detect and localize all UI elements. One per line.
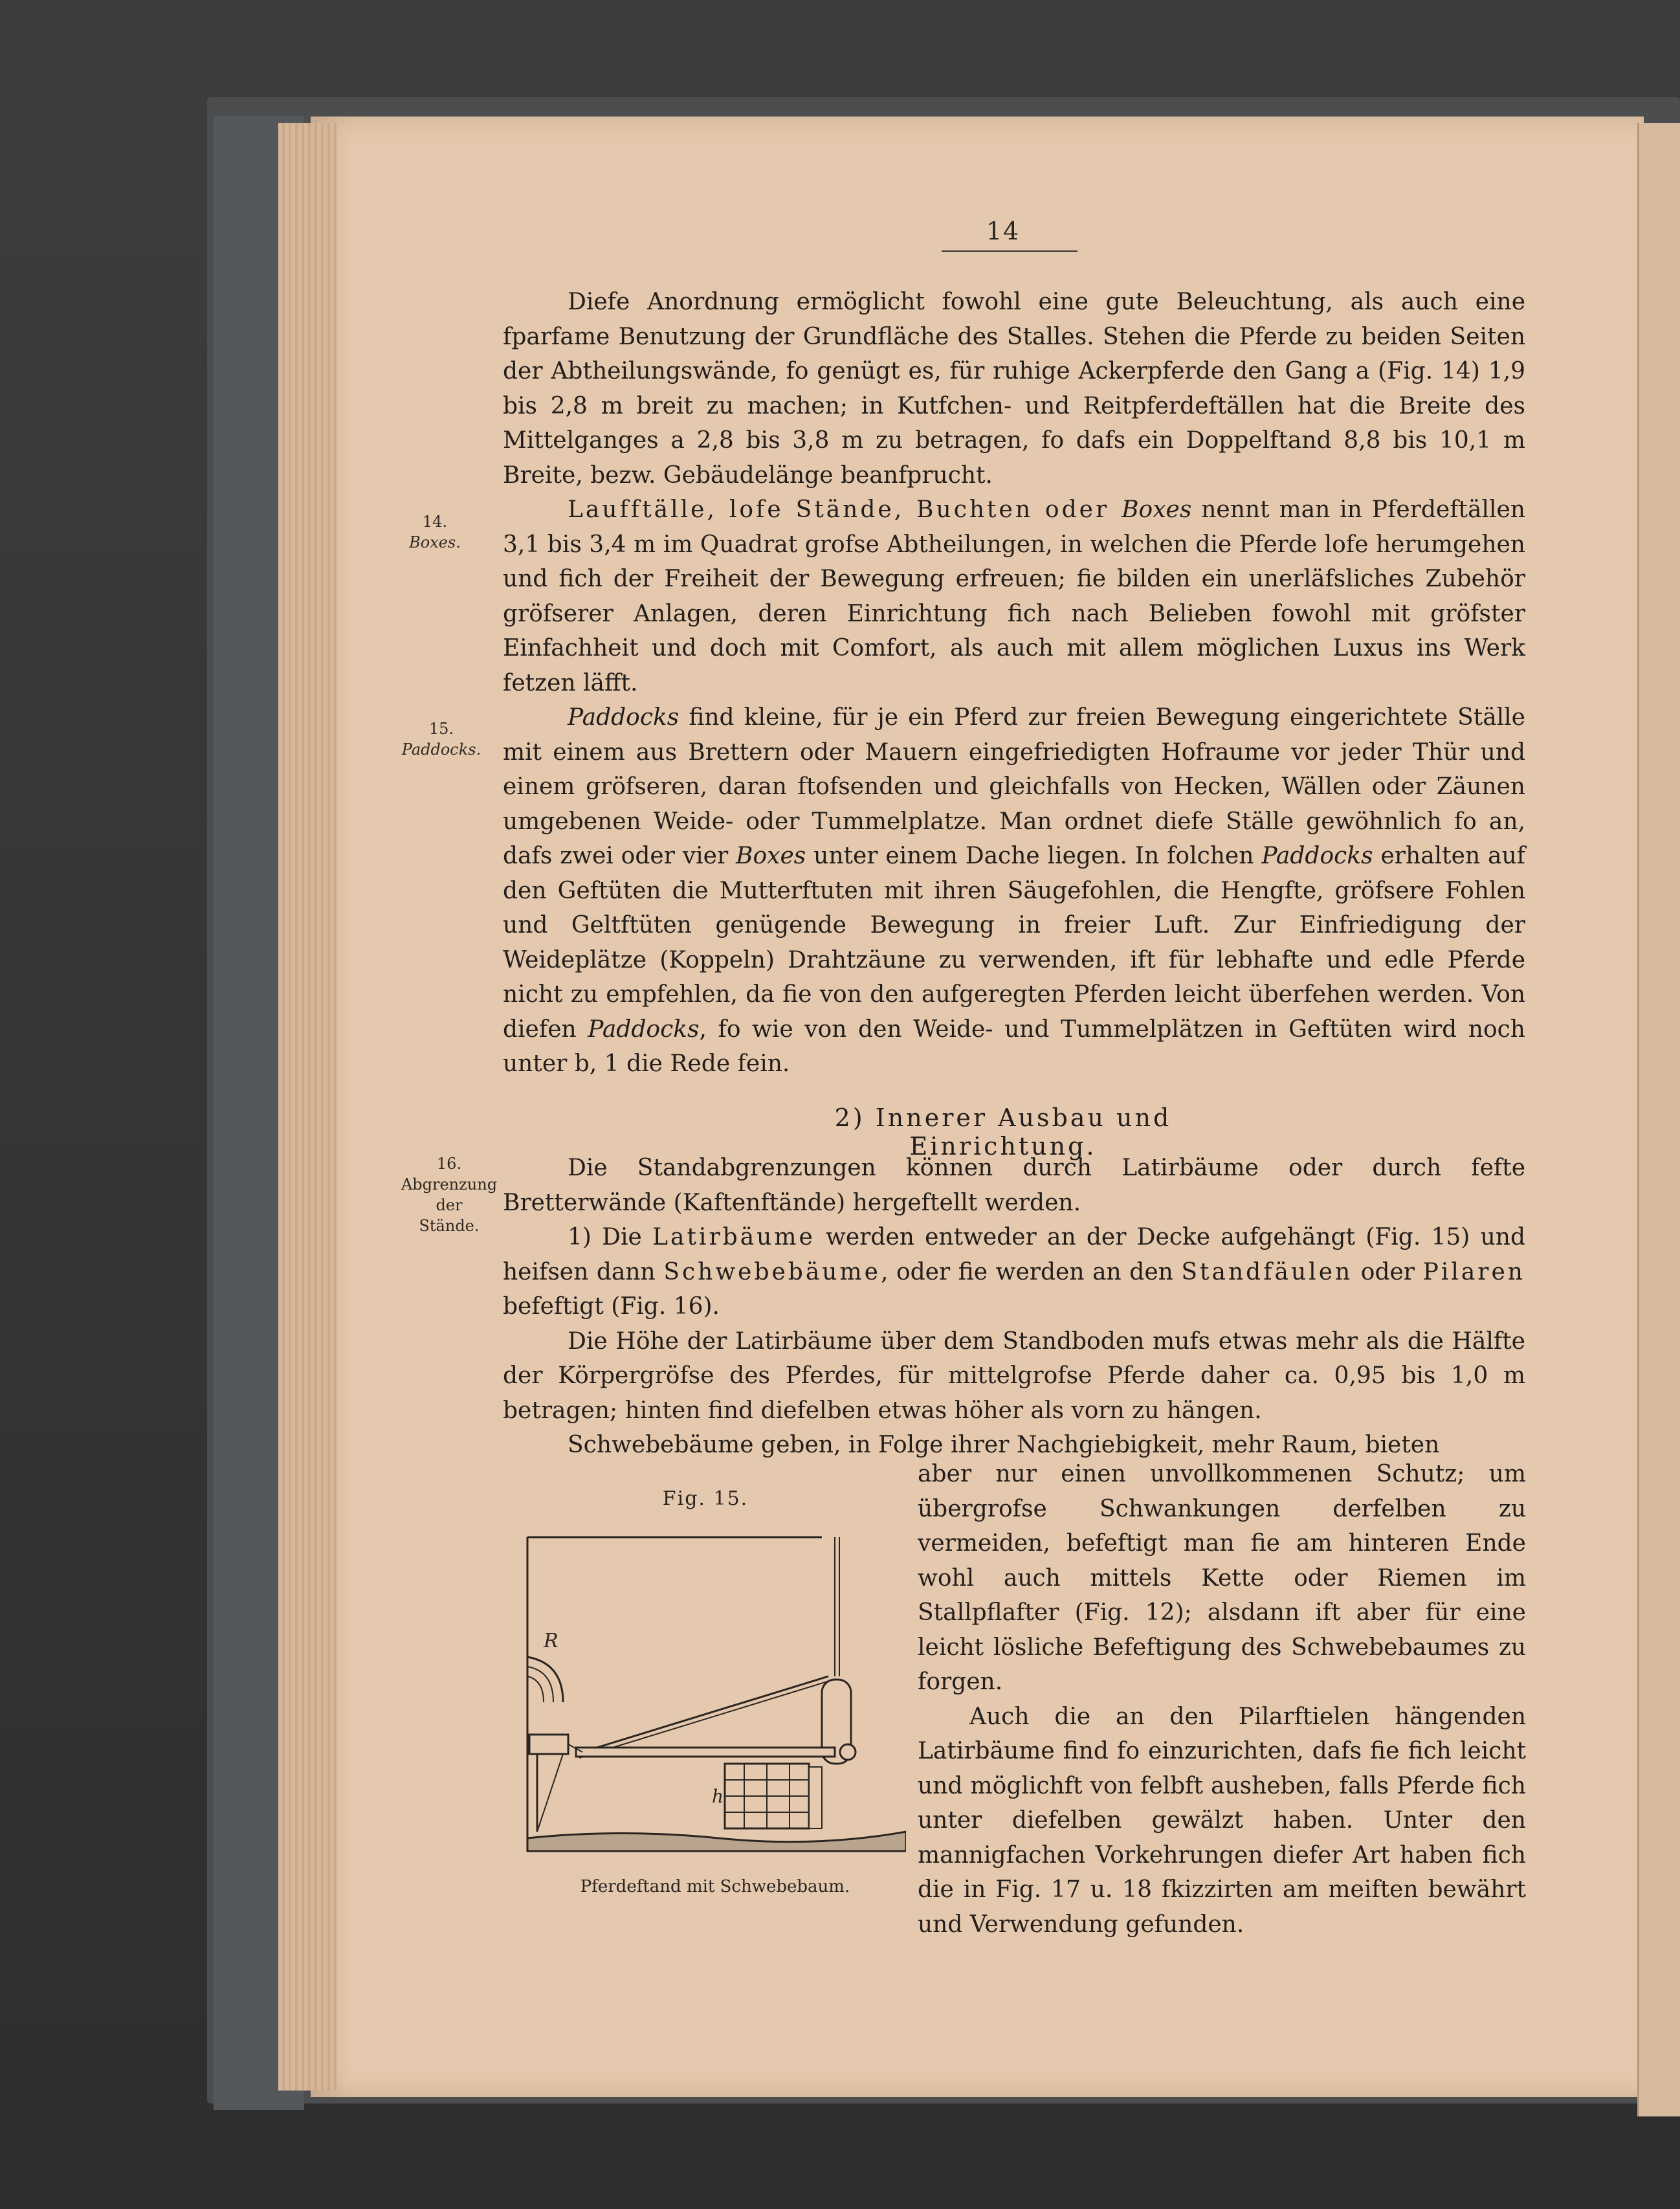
next-page-edge — [1637, 123, 1680, 2116]
figure-caption: Pferdeftand mit Schwebebaum. — [580, 1877, 850, 1896]
text-run: befeftigt (Fig. 16). — [503, 1293, 720, 1320]
paragraph — [503, 1220, 1525, 1324]
paragraph: aber nur einen unvollkommenen Schutz; um übergrofse Schwankungen derfelben zu vermeiden, befeftigt man fie am hinteren Ende wohl auch mittels Kette oder Riemen im Stallpflafter (Fig. 12); alsdann ift aber für eine leicht lösliche Befeftigung des Schwebebaumes zu forgen. — [918, 1461, 1526, 1695]
page-edges — [278, 123, 337, 2091]
page-number: 14 — [986, 217, 1021, 245]
spaced-term: Pilaren — [1422, 1258, 1525, 1285]
figure-letter-r: R — [544, 1630, 558, 1652]
text-run: werden entweder an der Decke aufgehängt (Fig. 15) und heifsen dann — [503, 1224, 1525, 1285]
figure-illustration — [524, 1534, 906, 1858]
text-run: find kleine, für je ein Pferd zur freien Bewegung eingerichtete Ställe mit einem aus Brettern oder Mauern eingefriedigten Hofraume vor jeder Thür und einem gröfseren, daran ftofsenden und gleichfalls von Hecken, Wällen oder Zäunen umgebenen Weide- oder Tummelplatze. Man ordnet diefe Ställe gewöhnlich fo an, dafs zwei oder vier — [503, 704, 1525, 869]
body-text-wrap — [918, 1457, 1526, 1942]
body-text-lower — [503, 1151, 1525, 1463]
italic-term: Paddocks — [568, 704, 680, 731]
italic-term: Boxes — [1122, 496, 1192, 523]
italic-term: Boxes — [736, 843, 806, 869]
text-run: oder — [1353, 1258, 1423, 1285]
text-run: , fo wie von den Weide- und Tummelplätzen in Geftüten wird noch unter b, 1 die Rede fein. — [503, 1016, 1525, 1077]
margin-note-label: Boxes. — [409, 533, 461, 551]
text-run: 1) Die — [568, 1224, 653, 1250]
figure-letter-h: h — [712, 1786, 724, 1807]
margin-note-16 — [391, 1153, 507, 1236]
margin-note-14 — [377, 511, 493, 553]
section-heading: 2) Innerer Ausbau und Einrichtung. — [834, 1104, 1172, 1160]
italic-term: Paddocks — [588, 1016, 700, 1043]
text-run: nennt man in Pferdeftällen 3,1 bis 3,4 m im Quadrat grofse Abtheilungen, in welchen die Pferde lofe herumgehen und fich der Freiheit der Bewegung erfreuen; fie bilden ein unerläfsliches Zubehör gröfserer Anlagen, deren Einrichtung fich nach Belieben fowohl mit gröfster Einfachheit und doch mit Comfort, als auch mit allem möglichen Luxus ins Werk fetzen läfft. — [503, 496, 1525, 696]
paragraph: Auch die an den Pilarftielen hängenden Latirbäume find fo einzurichten, dafs fie fich leicht und möglichft von felbft ausheben, falls Pferde fich unter diefelben gewälzt haben. Unter den mannigfachen Vorkehrungen diefer Art haben fich die in Fig. 17 u. 18 fkizzirten am meiften bewährt und Verwendung gefunden. — [918, 1703, 1526, 1938]
margin-note-label: der — [436, 1196, 463, 1214]
text-run: , oder fie werden an den — [880, 1258, 1182, 1285]
text-run: unter einem Dache liegen. In folchen — [806, 843, 1262, 869]
text-run: Laufftälle, lofe Stände, Buchten oder — [568, 496, 1122, 523]
margin-note-label: Stände. — [419, 1217, 480, 1235]
spaced-term: Schwebebäume — [663, 1258, 881, 1285]
margin-note-label: Paddocks. — [401, 740, 481, 759]
paragraph: Die Standabgrenzungen können durch Latirbäume oder durch fefte Bretterwände (Kaftenftände) hergeftellt werden. — [503, 1155, 1525, 1216]
paragraph: Diefe Anordnung ermöglicht fowohl eine gute Beleuchtung, als auch eine fparfame Benutzung der Grundfläche des Stalles. Stehen die Pferde zu beiden Seiten der Abtheilungswände, fo genügt es, für ruhige Ackerpferde den Gang a (Fig. 14) 1,9 bis 2,8 m breit zu machen; in Kutfchen- und Reitpferdeftällen hat die Breite des Mittelganges a 2,8 bis 3,8 m zu betragen, fo dafs ein Doppelftand 8,8 bis 10,1 m Breite, bezw. Gebäudelänge beanfprucht. — [503, 289, 1525, 489]
margin-note-label: Abgrenzung — [401, 1175, 498, 1193]
figure-drawing — [524, 1534, 906, 1858]
paragraph — [503, 700, 1525, 1082]
paragraph: Die Höhe der Latirbäume über dem Standboden mufs etwas mehr als die Hälfte der Körpergröfse des Pferdes, für mittelgrofse Pferde daher ca. 0,95 bis 1,0 m betragen; hinten find diefelben etwas höher als vorn zu hängen. — [503, 1327, 1525, 1424]
figure-label: Fig. 15. — [662, 1487, 749, 1510]
spaced-term: Latirbäume — [652, 1224, 815, 1250]
text-run: erhalten auf den Geftüten die Mutterftuten mit ihren Säugefohlen, die Hengfte, gröfsere Fohlen und Geltftüten genügende Bewegung in freier Luft. Zur Einfriedigung der Weideplätze (Koppeln) Drahtzäune zu verwenden, ift für lebhafte und edle Pferde nicht zu empfehlen, da fie von den aufgeregten Pferden leicht überfehen werden. Von diefen — [503, 843, 1525, 1043]
page-number-rule — [942, 250, 1078, 252]
paragraph — [503, 493, 1525, 700]
paragraph: Schwebebäume geben, in Folge ihrer Nachgiebigkeit, mehr Raum, bieten — [568, 1432, 1440, 1458]
margin-note-number: 16. — [436, 1155, 462, 1173]
margin-note-15 — [383, 718, 500, 760]
body-text-upper — [503, 285, 1525, 1082]
margin-note-number: 15. — [428, 720, 454, 738]
italic-term: Paddocks — [1261, 843, 1373, 869]
spaced-term: Standfäulen — [1181, 1258, 1353, 1285]
margin-note-number: 14. — [422, 513, 448, 531]
